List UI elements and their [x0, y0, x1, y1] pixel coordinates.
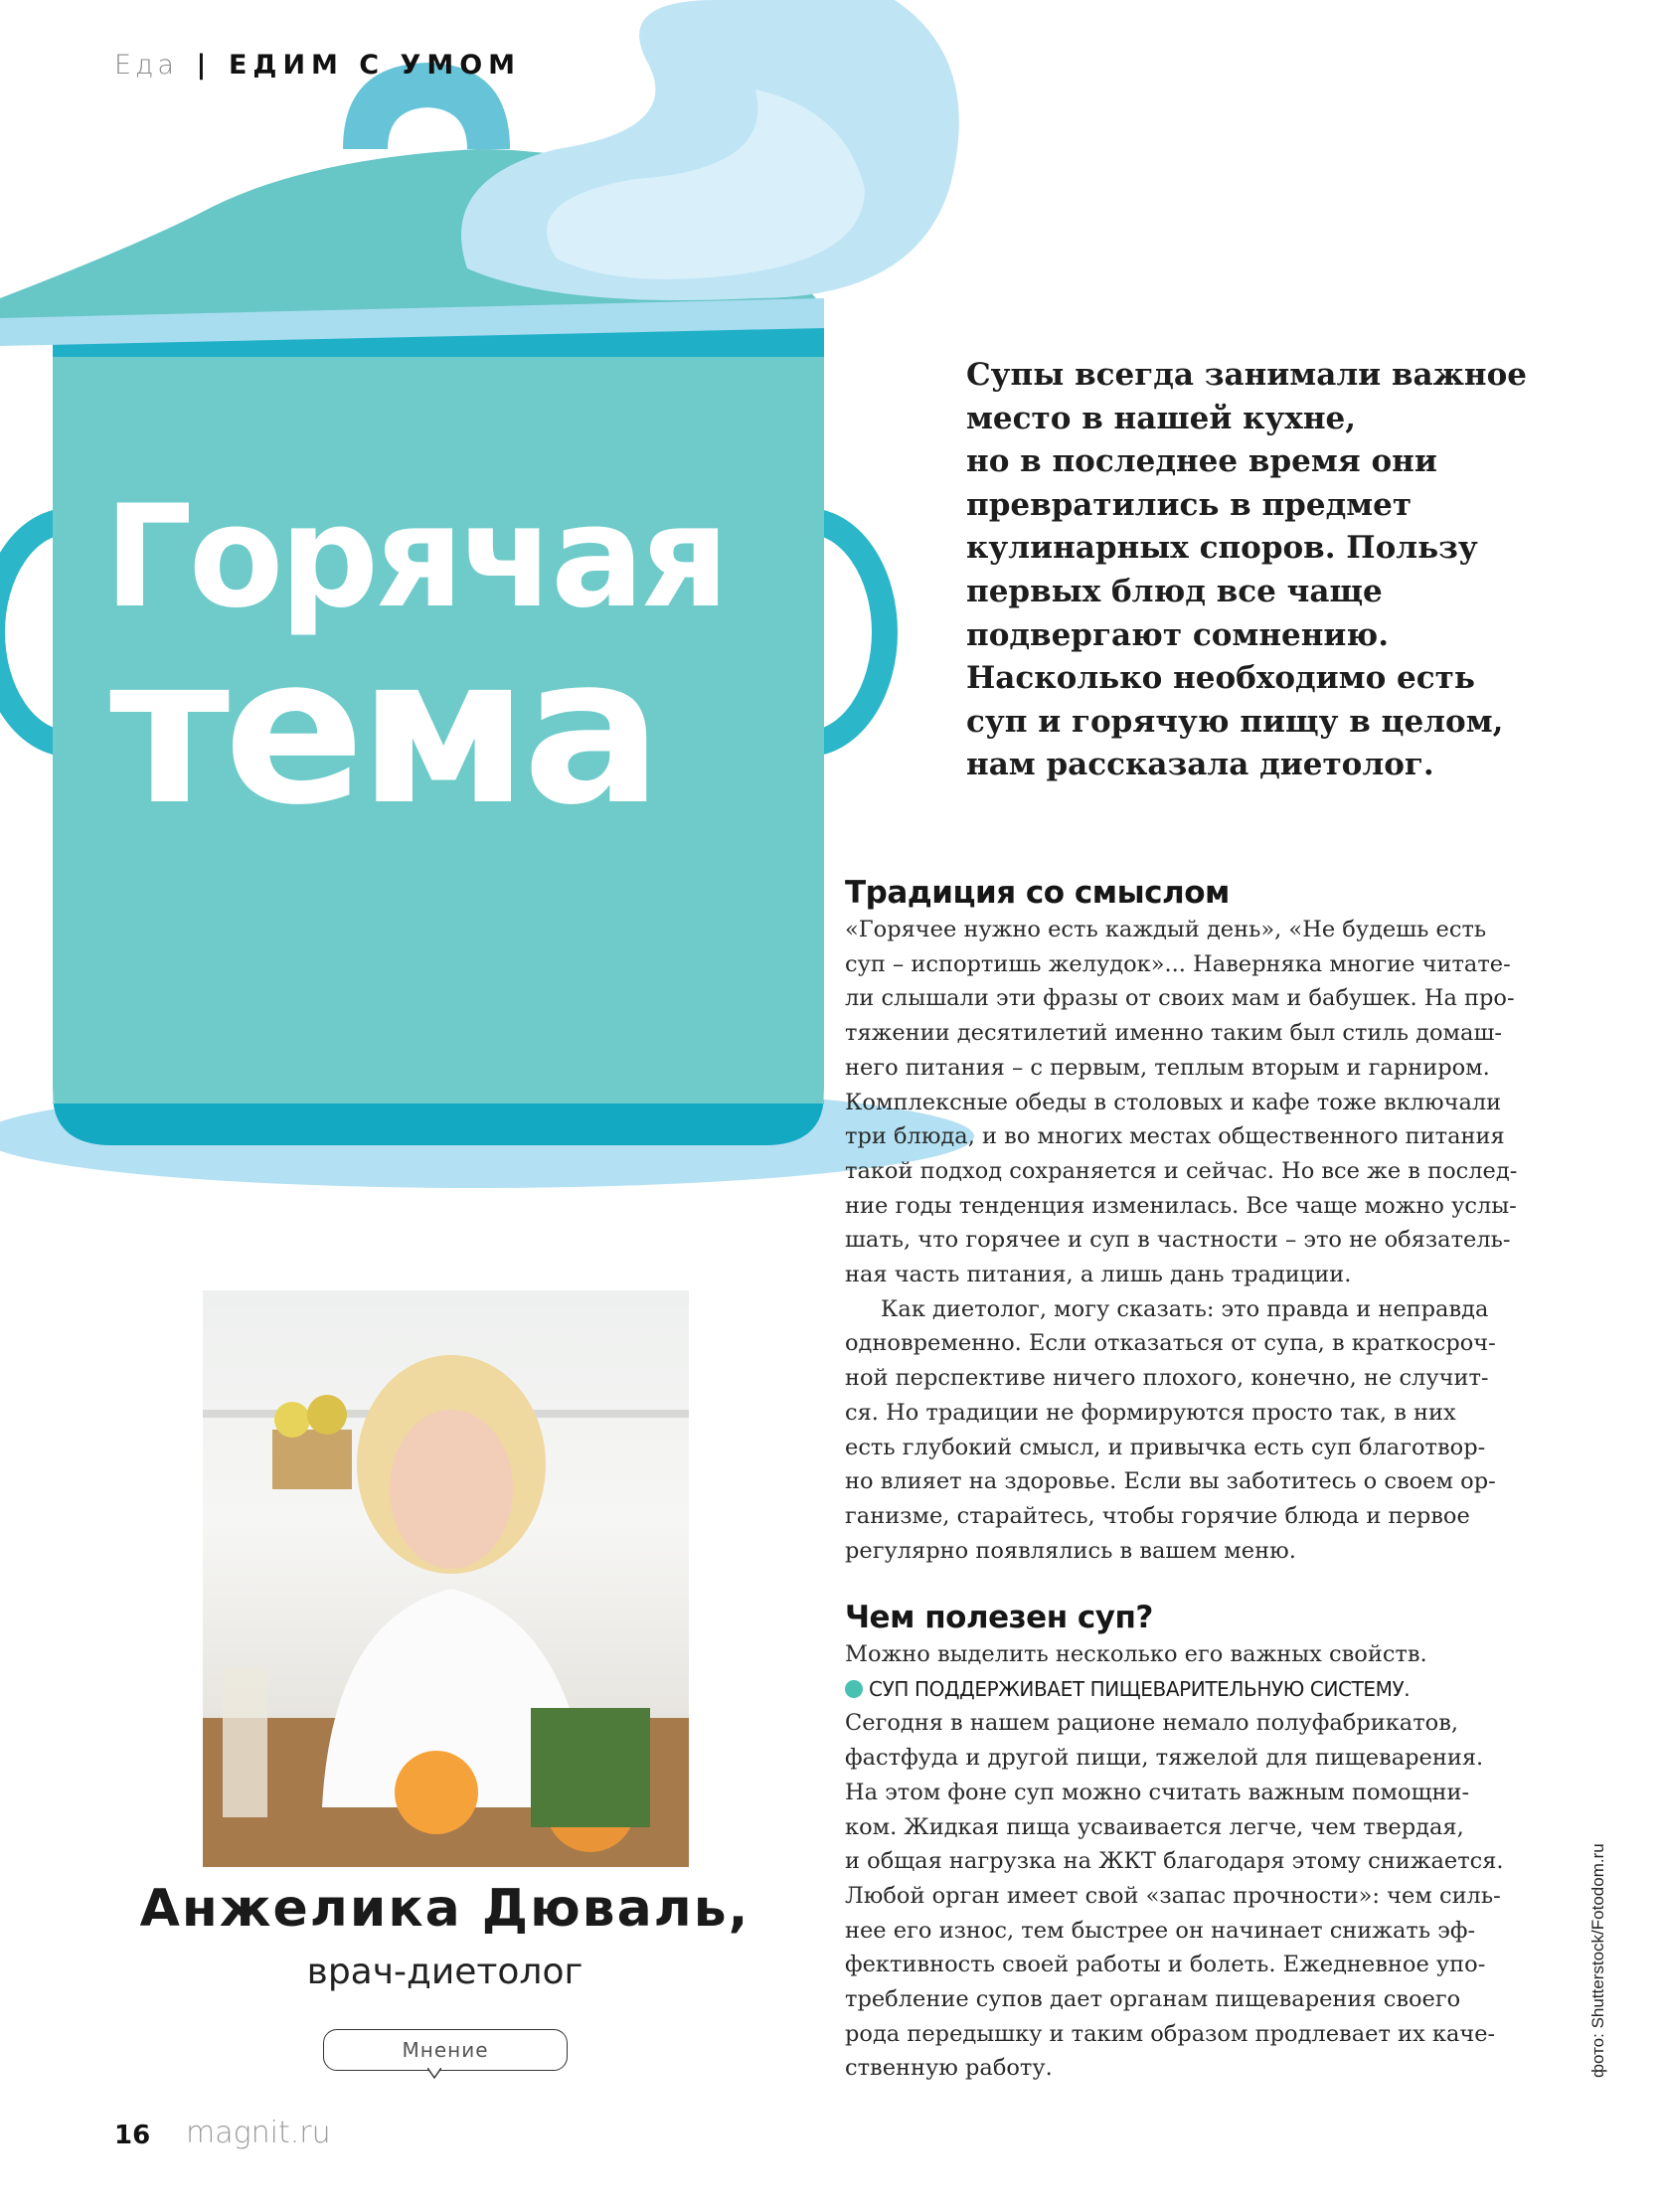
expert-role: врач-диетолог	[306, 1952, 583, 1992]
bullet-text: СУП ПОДДЕРЖИВАЕТ ПИЩЕВАРИТЕЛЬНУЮ СИСТЕМУ.	[869, 1676, 1411, 1701]
lead-line: место в нашей кухне,	[966, 400, 1357, 436]
expert-photo	[203, 1290, 689, 1867]
section-tradition	[845, 873, 1518, 1568]
expert-portrait-image	[203, 1290, 689, 1867]
article-title-line1: Горячая	[104, 475, 726, 639]
text-line: ганизме, старайтесь, чтобы горячие блюда и первое	[845, 1502, 1470, 1529]
lead-line: нам рассказала диетолог.	[966, 747, 1434, 783]
text-line: но влияет на здоровье. Если вы заботитесь о своем ор-	[845, 1468, 1496, 1495]
text-line: требление супов дает органам пищеварения своего	[845, 1986, 1461, 2013]
expert-name: Анжелика Дюваль,	[139, 1879, 750, 1939]
text-line: шать, что горячее и суп в частности – это не обязатель-	[845, 1227, 1511, 1254]
text-line: ной перспективе ничего плохого, конечно, не случит-	[845, 1365, 1489, 1392]
text-line: ственную работу.	[845, 2055, 1053, 2082]
text-line: такой подход сохраняется и сейчас. Но все же в послед-	[845, 1157, 1518, 1184]
text-line: ная часть питания, а лишь дань традиции.	[845, 1262, 1352, 1288]
rubric-section: ЕДИМ С УМОМ	[228, 50, 522, 81]
text-line: Можно выделить несколько его важных свойств.	[845, 1641, 1427, 1667]
text-line: Любой орган имеет свой «запас прочности»: чем силь-	[845, 1882, 1501, 1909]
lead-line: кулинарных споров. Пользу	[966, 530, 1478, 567]
bullet-heading	[845, 1672, 1455, 1707]
section-heading: Традиция со смыслом	[845, 875, 1230, 911]
lead-line: суп и горячую пищу в целом,	[966, 703, 1504, 740]
opinion-badge: Мнение	[323, 2029, 568, 2071]
photo-credit: фото: Shutterstock/Fotodom.ru	[1588, 1843, 1607, 2078]
lead-line: первых блюд все чаще	[966, 573, 1383, 609]
text-line: рода передышку и таким образом продлевает их каче-	[845, 2020, 1496, 2047]
text-line: одновременно. Если отказаться от супа, в краткосроч-	[845, 1330, 1496, 1357]
text-line: три блюда, и во многих местах общественного питания	[845, 1123, 1505, 1150]
rubric	[114, 50, 521, 81]
text-line: тяжении десятилетий именно таким был стиль домаш-	[845, 1020, 1502, 1047]
text-line: и общая нагрузка на ЖКТ благодаря этому снижается.	[845, 1848, 1504, 1875]
text-line: На этом фоне суп можно считать важным помощни-	[845, 1779, 1470, 1805]
text-line: ли слышали эти фразы от своих мам и бабушек. На про-	[845, 985, 1515, 1012]
article-title-line2: тема	[109, 613, 657, 850]
text-line: ние годы тенденция изменилась. Все чаще можно услы-	[845, 1192, 1517, 1219]
lead-paragraph	[966, 354, 1527, 787]
text-line: ком. Жидкая пища усваивается легче, чем твердая,	[845, 1813, 1464, 1840]
text-line: Как диетолог, могу сказать: это правда и неправда	[881, 1295, 1489, 1322]
bullet-dot-icon	[845, 1680, 863, 1698]
speech-bubble-tail-icon	[427, 2068, 441, 2082]
site-link[interactable]: magnit.ru	[186, 2116, 331, 2150]
text-line: суп – испортишь желудок»... Наверняка многие читате-	[845, 950, 1511, 977]
text-line: фективность своей работы и болеть. Ежедневное упо-	[845, 1952, 1486, 1978]
section-benefits	[845, 1598, 1504, 2086]
section-heading: Чем полезен суп?	[845, 1600, 1153, 1635]
lead-line: подвергают сомнению.	[966, 616, 1389, 653]
text-line: есть глубокий смысл, и привычка есть суп благотвор-	[845, 1434, 1486, 1460]
text-line: регулярно появлялись в вашем меню.	[845, 1537, 1296, 1564]
text-line: нее его износ, тем быстрее он начинает снижать эф-	[845, 1917, 1476, 1944]
lead-line: Супы всегда занимали важное	[966, 357, 1527, 393]
text-line: фастфуда и другой пищи, тяжелой для пищеварения.	[845, 1745, 1484, 1772]
text-line: Сегодня в нашем рационе немало полуфабрикатов,	[845, 1710, 1459, 1737]
text-line: ся. Но традиции не формируются просто так, в них	[845, 1399, 1456, 1426]
text-line: «Горячее нужно есть каждый день», «Не будешь есть	[845, 917, 1487, 942]
lead-line: превратились в предмет	[966, 486, 1413, 523]
page-number: 16	[114, 2121, 151, 2150]
rubric-separator: |	[196, 50, 211, 81]
text-line: него питания – с первым, теплым вторым и гарниром.	[845, 1054, 1490, 1081]
lead-line: Насколько необходимо есть	[966, 660, 1475, 697]
rubric-category: Еда	[114, 50, 178, 81]
lead-line: но в последнее время они	[966, 443, 1437, 480]
text-line: Комплексные обеды в столовых и кафе тоже включали	[845, 1089, 1502, 1115]
